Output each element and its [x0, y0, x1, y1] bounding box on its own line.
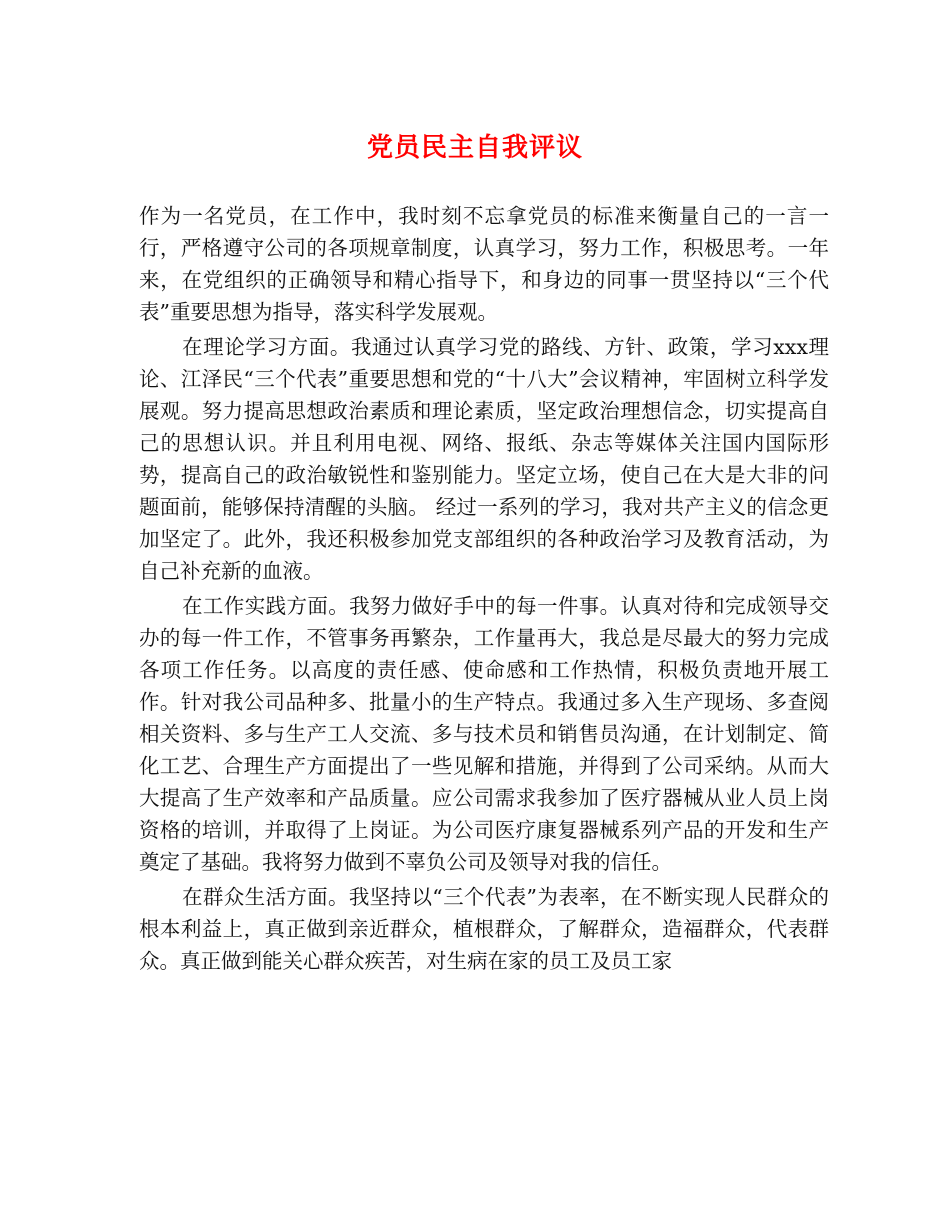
document-body — [139, 200, 829, 977]
paragraph-community-life: 在群众生活方面。我坚持以“三个代表”为表率，在不断实现人民群众的根本利益上，真正做到亲近群众，植根群众，了解群众，造福群众，代表群众。真正做到能关心群众疾苦，对生病在家的员工及员工家 — [139, 885, 829, 973]
document-title: 党员民主自我评议 — [366, 133, 583, 163]
paragraph-theory-study: 在理论学习方面。我通过认真学习党的路线、方针、政策，学习xxx理论、江泽民“三个代表”重要思想和党的“十八大”会议精神，牢固树立科学发展观。努力提高思想政治素质和理论素质，坚定政治理想信念，切实提高自己的思想认识。并且利用电视、网络、报纸、杂志等媒体关注国内国际形势，提高自己的政治敏锐性和鉴别能力。坚定立场，使自己在大是大非的问题面前，能够保持清醒的头脑。 经过一系列的学习，我对共产主义的信念更加坚定了。此外，我还积极参加党支部组织的各种政治学习及教育活动，为自己补充新的血液。 — [139, 335, 829, 583]
paragraph-intro: 作为一名党员，在工作中，我时刻不忘拿党员的标准来衡量自己的一言一行，严格遵守公司的各项规章制度，认真学习，努力工作，积极思考。一年来，在党组织的正确领导和精心指导下，和身边的同事一贯坚持以“三个代表”重要思想为指导，落实科学发展观。 — [139, 204, 829, 324]
paragraph-work-practice: 在工作实践方面。我努力做好手中的每一件事。认真对待和完成领导交办的每一件工作，不管事务再繁杂，工作量再大，我总是尽最大的努力完成各项工作任务。以高度的责任感、使命感和工作热情，积极负责地开展工作。针对我公司品种多、批量小的生产特点。我通过多入生产现场、多查阅相关资料、多与生产工人交流、多与技术员和销售员沟通，在计划制定、简化工艺、合理生产方面提出了一些见解和措施，并得到了公司采纳。从而大大提高了生产效率和产品质量。应公司需求我参加了医疗器械从业人员上岗资格的培训，并取得了上岗证。为公司医疗康复器械系列产品的开发和生产奠定了基础。我将努力做到不辜负公司及领导对我的信任。 — [139, 594, 829, 874]
